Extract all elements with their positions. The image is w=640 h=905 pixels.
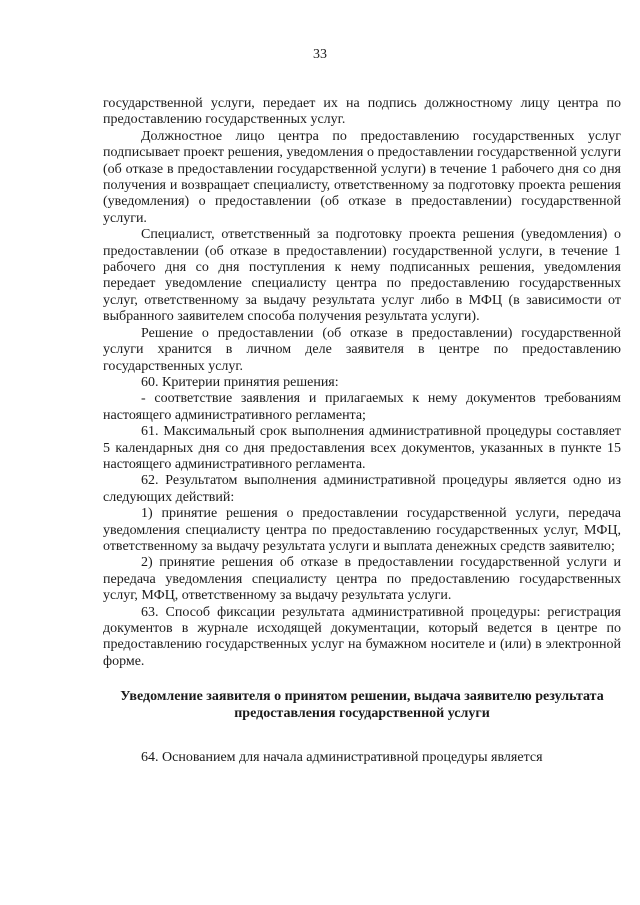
page-number: 33: [313, 47, 327, 62]
paragraph: 2) принятие решения об отказе в предоставлении государственной услуги и передача уведомления специалисту центра по предоставлению государственных услуг, МФЦ, ответственному за выдачу результата услуги.: [103, 555, 621, 604]
paragraph: Решение о предоставлении (об отказе в предоставлении) государственной услуги хранится в личном деле заявителя в центре по предоставлению государственных услуг.: [103, 325, 621, 374]
section-heading: Уведомление заявителя о принятом решении, выдача заявителю результата предоставления государственной услуги: [120, 689, 604, 722]
paragraph: - соответствие заявления и прилагаемых к нему документов требованиям настоящего административного регламента;: [103, 391, 621, 423]
paragraph: 63. Способ фиксации результата административной процедуры: регистрация документов в журнале исходящей документации, который ведется в центре по предоставлению государственных услуг на бумажном носителе и (или) в электронной форме.: [103, 604, 621, 669]
paragraph: 62. Результатом выполнения административной процедуры является одно из следующих действий:: [103, 473, 621, 505]
paragraph: 64. Основанием для начала административной процедуры является: [141, 750, 543, 766]
paragraph: Должностное лицо центра по предоставлению государственных услуг подписывает проект решения, уведомления о предоставлении государственной услуги (об отказе в предоставлении государственной услуги) в течение 1 рабочего дня со дня получения и возвращает специалисту, ответственному за подготовку проекта решения (уведомления) о предоставлении (об отказе в предоставлении) государственной услуги.: [103, 128, 621, 226]
paragraph: 61. Максимальный срок выполнения административной процедуры составляет 5 календарных дня со дня предоставления всех документов, указанных в пункте 15 настоящего административного регламента.: [103, 424, 621, 472]
paragraph: 60. Критерии принятия решения:: [141, 374, 339, 390]
paragraph: 1) принятие решения о предоставлении государственной услуги, передача уведомления специалисту центра по предоставлению государственных услуг, МФЦ, ответственному за выдачу результата услуги и выплата денежных средств заявителю;: [103, 506, 621, 554]
paragraph: Специалист, ответственный за подготовку проекта решения (уведомления) о предоставлении (об отказе в предоставлении) государственной услуги, в течение 1 рабочего дня со дня поступления к нему подписанных решения, уведомления передает уведомление специалисту центра по предоставлению государственных услуг, ответственному за выдачу результата услуг либо в МФЦ (в зависимости от выбранного заявителем способа получения результата услуги).: [103, 227, 621, 325]
document-body: [103, 96, 621, 767]
paragraph: государственной услуги, передает их на подпись должностному лицу центра по предоставлению государственных услуг.: [103, 96, 621, 128]
